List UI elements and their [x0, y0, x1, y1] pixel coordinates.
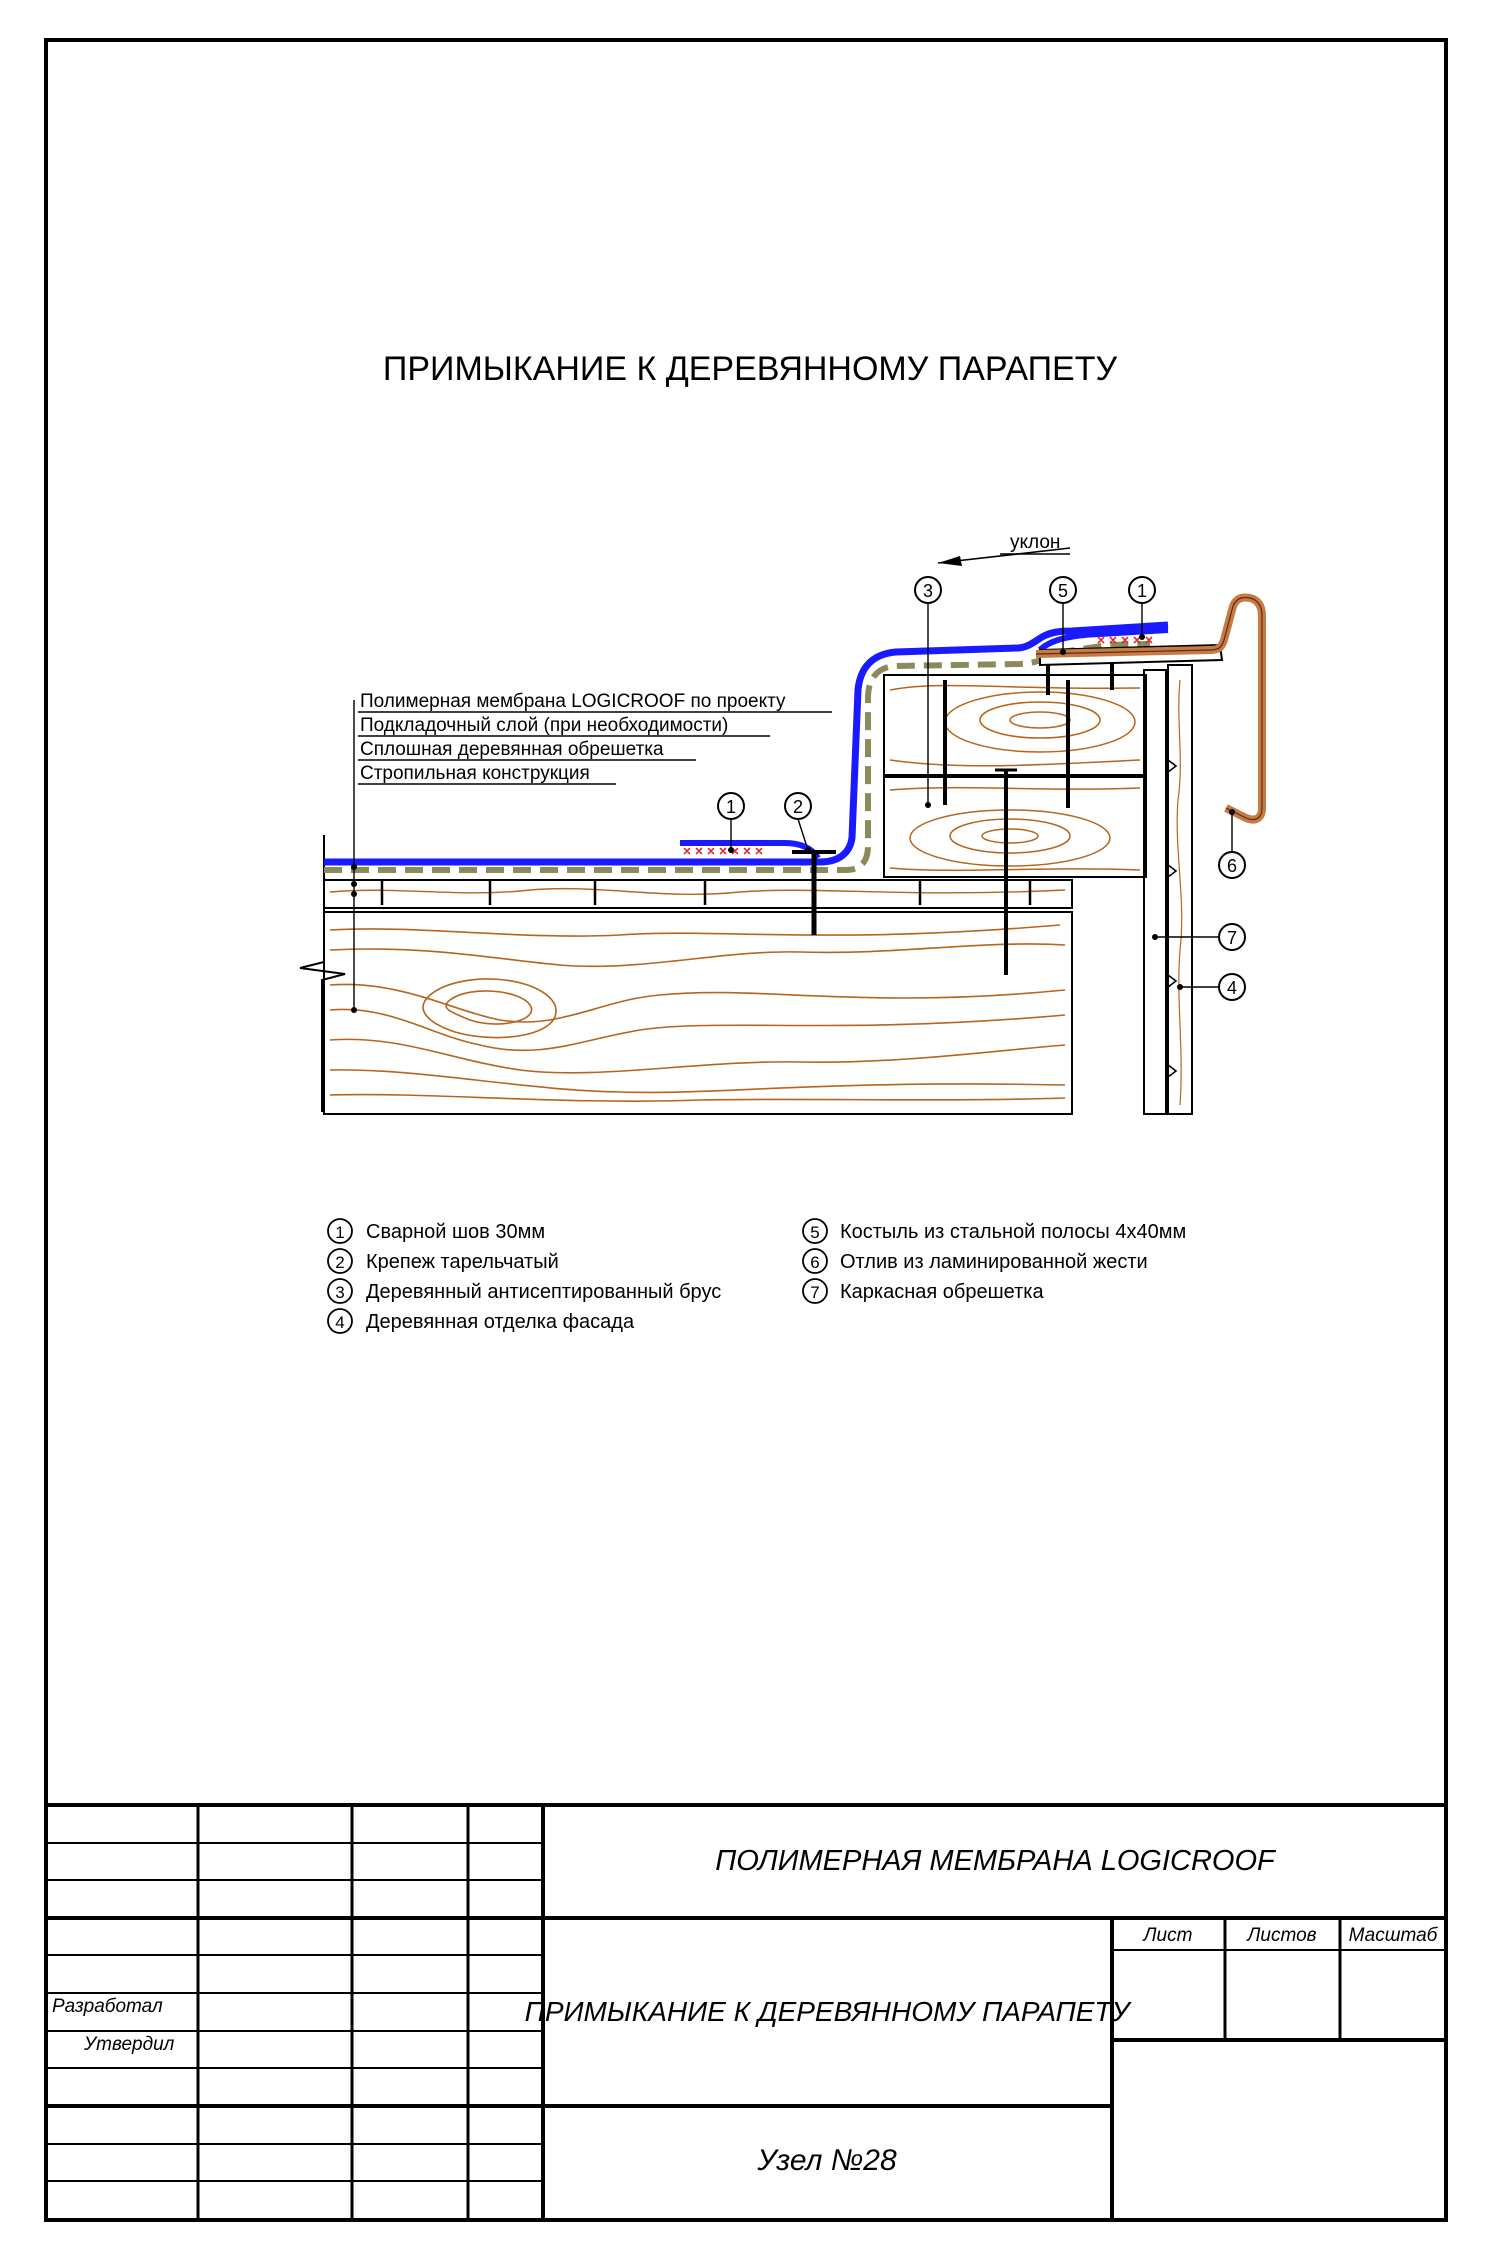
rafter-wood-grain [330, 925, 1065, 1101]
svg-text:5: 5 [1057, 581, 1069, 601]
svg-text:7: 7 [810, 1283, 820, 1302]
svg-text:Сварной шов 30мм: Сварной шов 30мм [366, 1221, 546, 1243]
stamp-sheet-label: Лист [1143, 1925, 1193, 1946]
svg-text:1: 1 [725, 797, 737, 817]
svg-text:6: 6 [810, 1253, 820, 1272]
legend-item [328, 1279, 721, 1303]
legend-item [328, 1309, 635, 1333]
layer-label: Сплошная деревянная обрешетка [360, 739, 664, 760]
facade-finish-joints [1168, 760, 1176, 1077]
stamp-scale-label: Масштаб [1348, 1925, 1438, 1946]
parapet-bar-lower [884, 777, 1146, 877]
stamp-approved: Утвердил [84, 2034, 175, 2055]
drawing-title: ПРИМЫКАНИЕ К ДЕРЕВЯННОМУ ПАРАПЕТУ [382, 350, 1118, 388]
svg-text:7: 7 [1226, 928, 1238, 948]
callout-3 [915, 577, 941, 808]
title-block-text [52, 1845, 1439, 2177]
stamp-developed: Разработал [52, 1996, 163, 2017]
layer-label: Подкладочный слой (при необходимости) [360, 715, 729, 736]
leader-dot [351, 891, 357, 897]
leader-dot [351, 1007, 357, 1013]
legend-item [328, 1249, 559, 1273]
leader-dot [351, 864, 357, 870]
sheathing-grain [330, 889, 1065, 895]
svg-text:Деревянная отделка фасада: Деревянная отделка фасада [366, 1311, 635, 1333]
callout-4 [1177, 974, 1245, 1000]
svg-text:Крепеж тарельчатый: Крепеж тарельчатый [366, 1251, 559, 1273]
frame-batten [1144, 670, 1166, 1114]
svg-text:Деревянный антисептированный б: Деревянный антисептированный брус [366, 1281, 722, 1303]
facade-grain [1177, 680, 1182, 1105]
leader-dot [351, 881, 357, 887]
slope-arrow [938, 556, 962, 566]
svg-text:2: 2 [792, 797, 804, 817]
svg-text:3: 3 [922, 581, 934, 601]
svg-text:1: 1 [335, 1223, 345, 1242]
svg-text:6: 6 [1226, 856, 1238, 876]
legend-item [803, 1279, 1044, 1303]
legend [328, 1219, 1186, 1333]
slope-label: уклон [1010, 532, 1061, 553]
layer-label: Стропильная конструкция [360, 763, 590, 784]
layer-label: Полимерная мембрана LOGICROOF по проекту [360, 691, 786, 712]
legend-item [328, 1219, 545, 1243]
stamp-sheets-label: Листов [1247, 1925, 1317, 1946]
stamp-product: ПОЛИМЕРНАЯ МЕМБРАНА LOGICROOF [715, 1845, 1275, 1877]
svg-text:4: 4 [1226, 978, 1238, 998]
svg-text:Костыль из стальной полосы 4х4: Костыль из стальной полосы 4х40мм [840, 1221, 1187, 1243]
svg-text:Отлив из ламинированной жести: Отлив из ламинированной жести [840, 1251, 1148, 1273]
legend-item [803, 1219, 1186, 1243]
slope-indicator [938, 532, 1070, 566]
weld-seam-lower [684, 848, 762, 854]
stamp-node: Узел №28 [757, 2144, 897, 2177]
legend-item [803, 1249, 1148, 1273]
svg-text:3: 3 [335, 1283, 345, 1302]
svg-text:Каркасная обрешетка: Каркасная обрешетка [840, 1281, 1044, 1303]
svg-text:4: 4 [335, 1313, 345, 1332]
svg-text:1: 1 [1136, 581, 1148, 601]
parapet-screws [945, 660, 1112, 808]
stamp-sheet-title: ПРИМЫКАНИЕ К ДЕРЕВЯННОМУ ПАРАПЕТУ [524, 1996, 1130, 2027]
svg-text:2: 2 [335, 1253, 345, 1272]
detail-drawing [300, 532, 1262, 1114]
svg-text:5: 5 [810, 1223, 820, 1242]
